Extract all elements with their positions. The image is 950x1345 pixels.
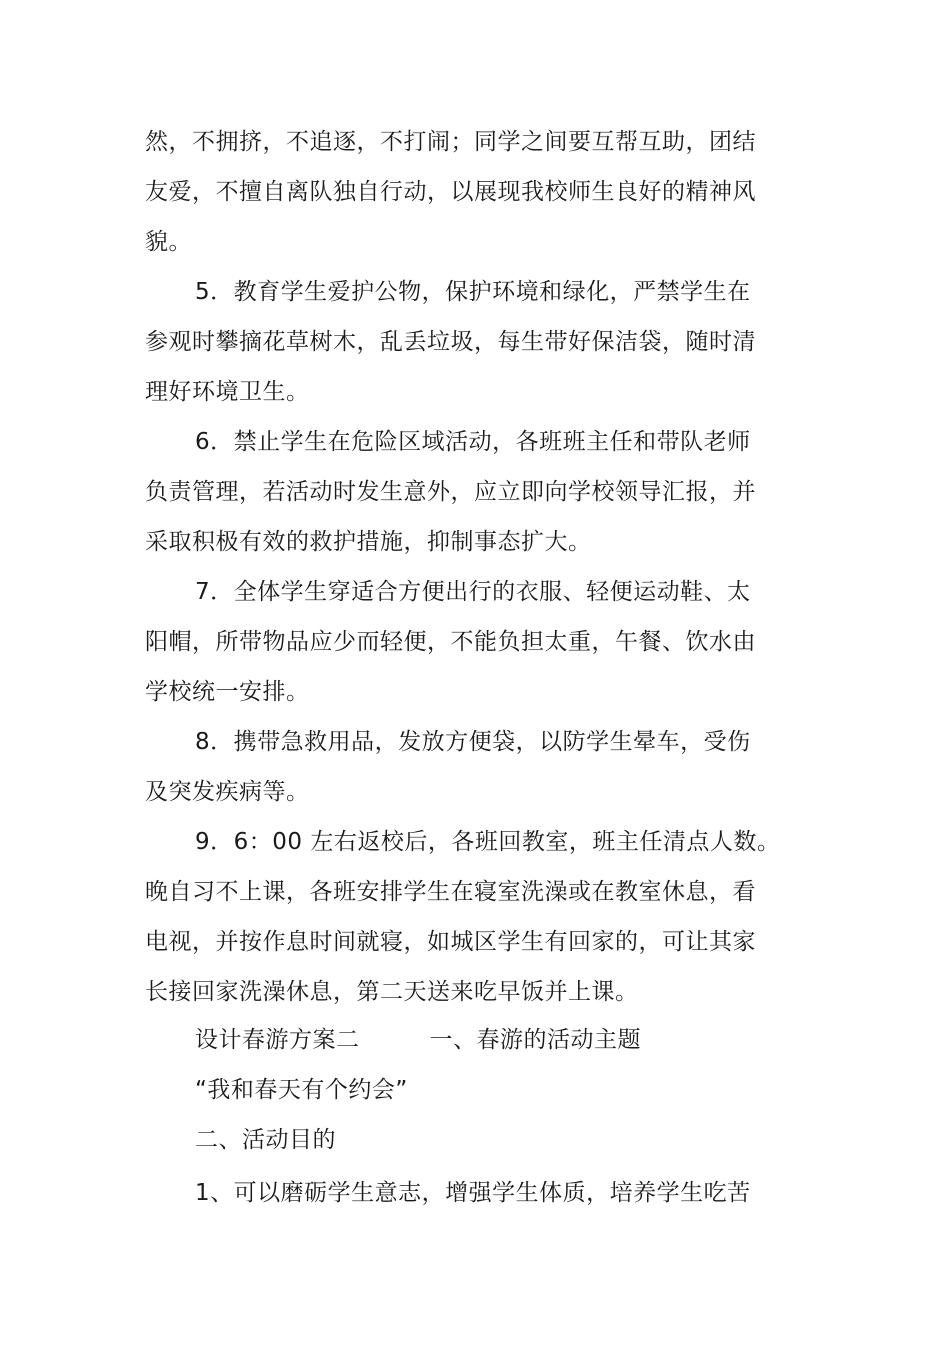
paragraph-line: 采取积极有效的救护措施，抑制事态扩大。 [145, 529, 592, 555]
section-heading-purpose: 二、活动目的 [195, 1127, 336, 1153]
section-title-line [195, 1025, 641, 1055]
paragraph-line: 学校统一安排。 [145, 679, 310, 705]
paragraph-line: 长接回家洗澡休息，第二天送来吃早饭并上课。 [145, 979, 639, 1005]
paragraph-line: 貌。 [145, 229, 192, 255]
paragraph-line: 1、可以磨砺学生意志，增强学生体质，培养学生吃苦 [195, 1180, 751, 1206]
section-heading: 一、春游的活动主题 [429, 1027, 641, 1053]
paragraph-line: 5．教育学生爱护公物，保护环境和绿化，严禁学生在 [195, 279, 751, 305]
paragraph-line: 8．携带急救用品，发放方便袋，以防学生晕车，受伤 [195, 729, 751, 755]
paragraph-line: 然，不拥挤，不追逐，不打闹；同学之间要互帮互助，团结 [145, 129, 756, 155]
paragraph-line: 参观时攀摘花草树木，乱丢垃圾，每生带好保洁袋，随时清 [145, 329, 756, 355]
paragraph-line: 晚自习不上课，各班安排学生在寝室洗澡或在教室休息，看 [145, 879, 756, 905]
paragraph-line: 理好环境卫生。 [145, 379, 310, 405]
paragraph-line: 友爱，不擅自离队独自行动，以展现我校师生良好的精神风 [145, 179, 756, 205]
paragraph-line: 及突发疾病等。 [145, 779, 310, 805]
activity-theme: “我和春天有个约会” [195, 1077, 408, 1103]
paragraph-line: 阳帽，所带物品应少而轻便，不能负担太重，午餐、饮水由 [145, 629, 756, 655]
paragraph-line: 负责管理，若活动时发生意外，应立即向学校领导汇报，并 [145, 479, 756, 505]
section-title: 设计春游方案二 [195, 1027, 360, 1053]
paragraph-line: 6．禁止学生在危险区域活动，各班班主任和带队老师 [195, 429, 751, 455]
paragraph-line: 9．6：00 左右返校后，各班回教室，班主任清点人数。 [195, 829, 781, 855]
paragraph-line: 7．全体学生穿适合方便出行的衣服、轻便运动鞋、太 [195, 579, 751, 605]
paragraph-line: 电视，并按作息时间就寝，如城区学生有回家的，可让其家 [145, 929, 756, 955]
